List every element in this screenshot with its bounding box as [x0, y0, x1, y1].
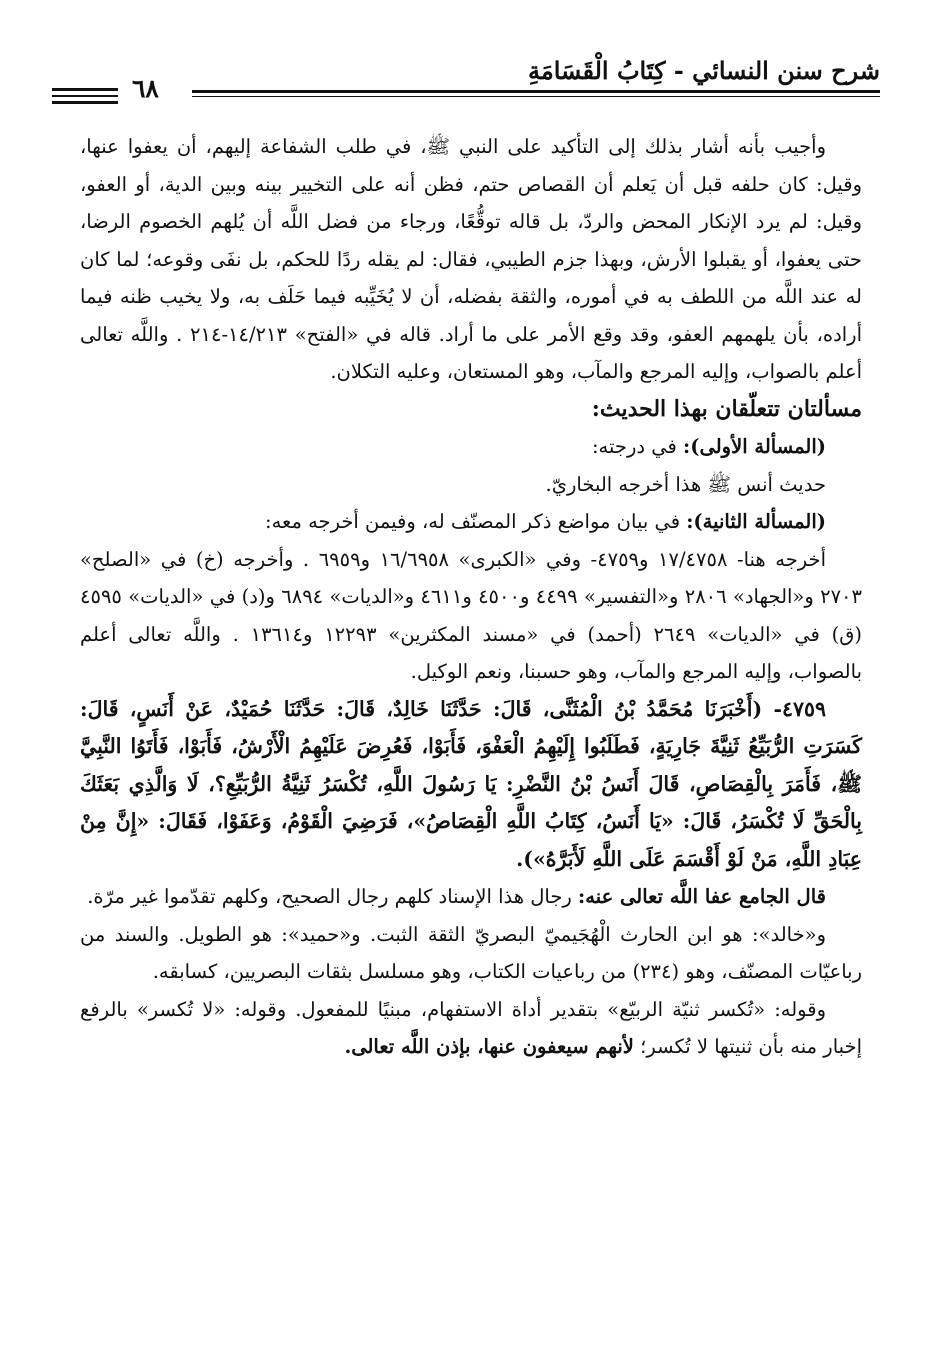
explanation-text: وقوله: «تُكسر ثنيّة الربيّع» بتقدير أداة الاستفهام، مبنيًا للمفعول. وقوله: «لا تُكسر» بالرفع إخبار منه بأن ثنيتها لا تُكسر؛ — [80, 997, 862, 1058]
question-1 — [80, 428, 862, 466]
paragraph-jami — [80, 878, 862, 916]
page-number: ٦٨ — [132, 74, 159, 103]
hadith-text: ٤٧٥٩- (أَخْبَرَنَا مُحَمَّدُ بْنُ الْمُثَنَّى، قَالَ: حَدَّثَنَا خَالِدٌ، قَالَ: حَدَّثَنَا حُمَيْدٌ، عَنْ أَنَسٍ، قَالَ: كَسَرَتِ الرُّبَيِّعُ ثَنِيَّةَ جَارِيَةٍ، فَطَلَبُوا إِلَيْهِمُ الْعَفْوَ، فَأَبَوْا، فَعُرِضَ عَلَيْهِمُ الْأَرْشُ، فَأَبَوْا، فَأَتَوُا النَّبِيَّ ﷺ، فَأَمَرَ بِالْقِصَاصِ، قَالَ أَنَسُ بْنُ النَّضْرِ: يَا رَسُولَ اللَّهِ، تُكْسَرُ ثَنِيَّةُ الرُّبَيِّعِ؟، لَا وَالَّذِي بَعَثَكَ بِالْحَقِّ لَا تُكْسَرُ، قَالَ: «يَا أَنَسُ، كِتَابُ اللَّهِ الْقِصَاصُ»، فَرَضِيَ الْقَوْمُ، وَعَفَوْا، فَقَالَ: «إِنَّ مِنْ عِبَادِ اللَّهِ، مَنْ لَوْ أَقْسَمَ عَلَى اللَّهِ لَأَبَرَّهُ»). — [80, 696, 862, 871]
header-rule-left — [52, 88, 118, 108]
paragraph-takhrij: أخرجه هنا- ١٧/٤٧٥٨ و٤٧٥٩- وفي «الكبرى» ١٦/٦٩٥٨ و٦٩٥٩ . وأخرجه (خ) في «الصلح» ٢٧٠٣ و«الجهاد» ٢٨٠٦ و«التفسير» ٤٤٩٩ و٤٥٠٠ و٤٦١١ و«الديات» ٦٨٩٤ و(د) في «الديات» ٤٥٩٥ (ق) في «الديات» ٢٦٤٩ (أحمد) في «مسند المكثرين» ١٢٢٩٣ و١٣٦١٤ . واللَّه تعالى أعلم بالصواب، وإليه المرجع والمآب، وهو حسبنا، ونعم الوكيل. — [80, 547, 863, 683]
question-2 — [80, 503, 862, 541]
paragraph-grade: حديث أنس ﷺ هذا أخرجه البخاريّ. — [545, 472, 826, 496]
page-body — [80, 128, 862, 1066]
question-2-text: في بيان مواضع ذكر المصنّف له، وفيمن أخرجه معه: — [265, 510, 687, 533]
explanation-bold-text: لأنهم سيعفون عنها، بإذن اللَّه تعالى. — [344, 1035, 634, 1058]
question-2-label: (المسألة الثانية): — [686, 510, 826, 533]
paragraph-narrators: و«خالد»: هو ابن الحارث الْهُجَيميّ البصريّ الثقة الثبت. و«حميد»: هو الطويل. والسند من رباعيّات المصنّف، وهو (٢٣٤) من رباعيات الكتاب، وهو مسلسل بثقات البصريين، كسابقه. — [80, 922, 862, 983]
section-heading: مسألتان تتعلّقان بهذا الحديث: — [591, 395, 862, 422]
paragraph-explanation — [80, 991, 862, 1066]
question-1-text: في درجته: — [591, 435, 684, 458]
page-header — [52, 52, 880, 102]
paragraph-answer: وأجيب بأنه أشار بذلك إلى التأكيد على النبي ﷺ، في طلب الشفاعة إليهم، أن يعفوا عنها، وقيل: كان حلفه قبل أن يَعلم أن القصاص حتم، فظن أنه على التخيير بينه وبين الدية، أو العفو، وقيل: لم يرد الإنكار المحض والردّ، بل قاله توقُّعًا، ورجاء من فضل اللَّه أن يُلهم الخصوم الرضا، حتى يعفوا، أو يقبلوا الأرش، وبهذا جزم الطيبي، فقال: لم يقله ردًا للحكم، بل نفَى وقوعه؛ لما كان له عند اللَّه من اللطف به في أموره، والثقة بفضله، أن لا يُخَيِّبه فيما حَلَف به، ولا يخيب ظنه فيما أراده، بأن يلهمهم العفو، وقد وقع الأمر على ما أراد. قاله في «الفتح» ١٤/٢١٣-٢١٤ . واللَّه تعالى أعلم بالصواب، وإليه المرجع والمآب، وهو المستعان، وعليه التكلان. — [80, 135, 863, 383]
header-rule — [192, 90, 880, 97]
jami-text: رجال هذا الإسناد كلهم رجال الصحيح، وكلهم تقدّموا غير مرّة. — [87, 885, 579, 908]
running-title: شرح سنن النسائي - كِتَابُ الْقَسَامَةِ — [528, 56, 880, 85]
question-1-label: (المسألة الأولى): — [683, 435, 826, 458]
jami-label: قال الجامع عفا اللَّه تعالى عنه: — [578, 885, 826, 908]
